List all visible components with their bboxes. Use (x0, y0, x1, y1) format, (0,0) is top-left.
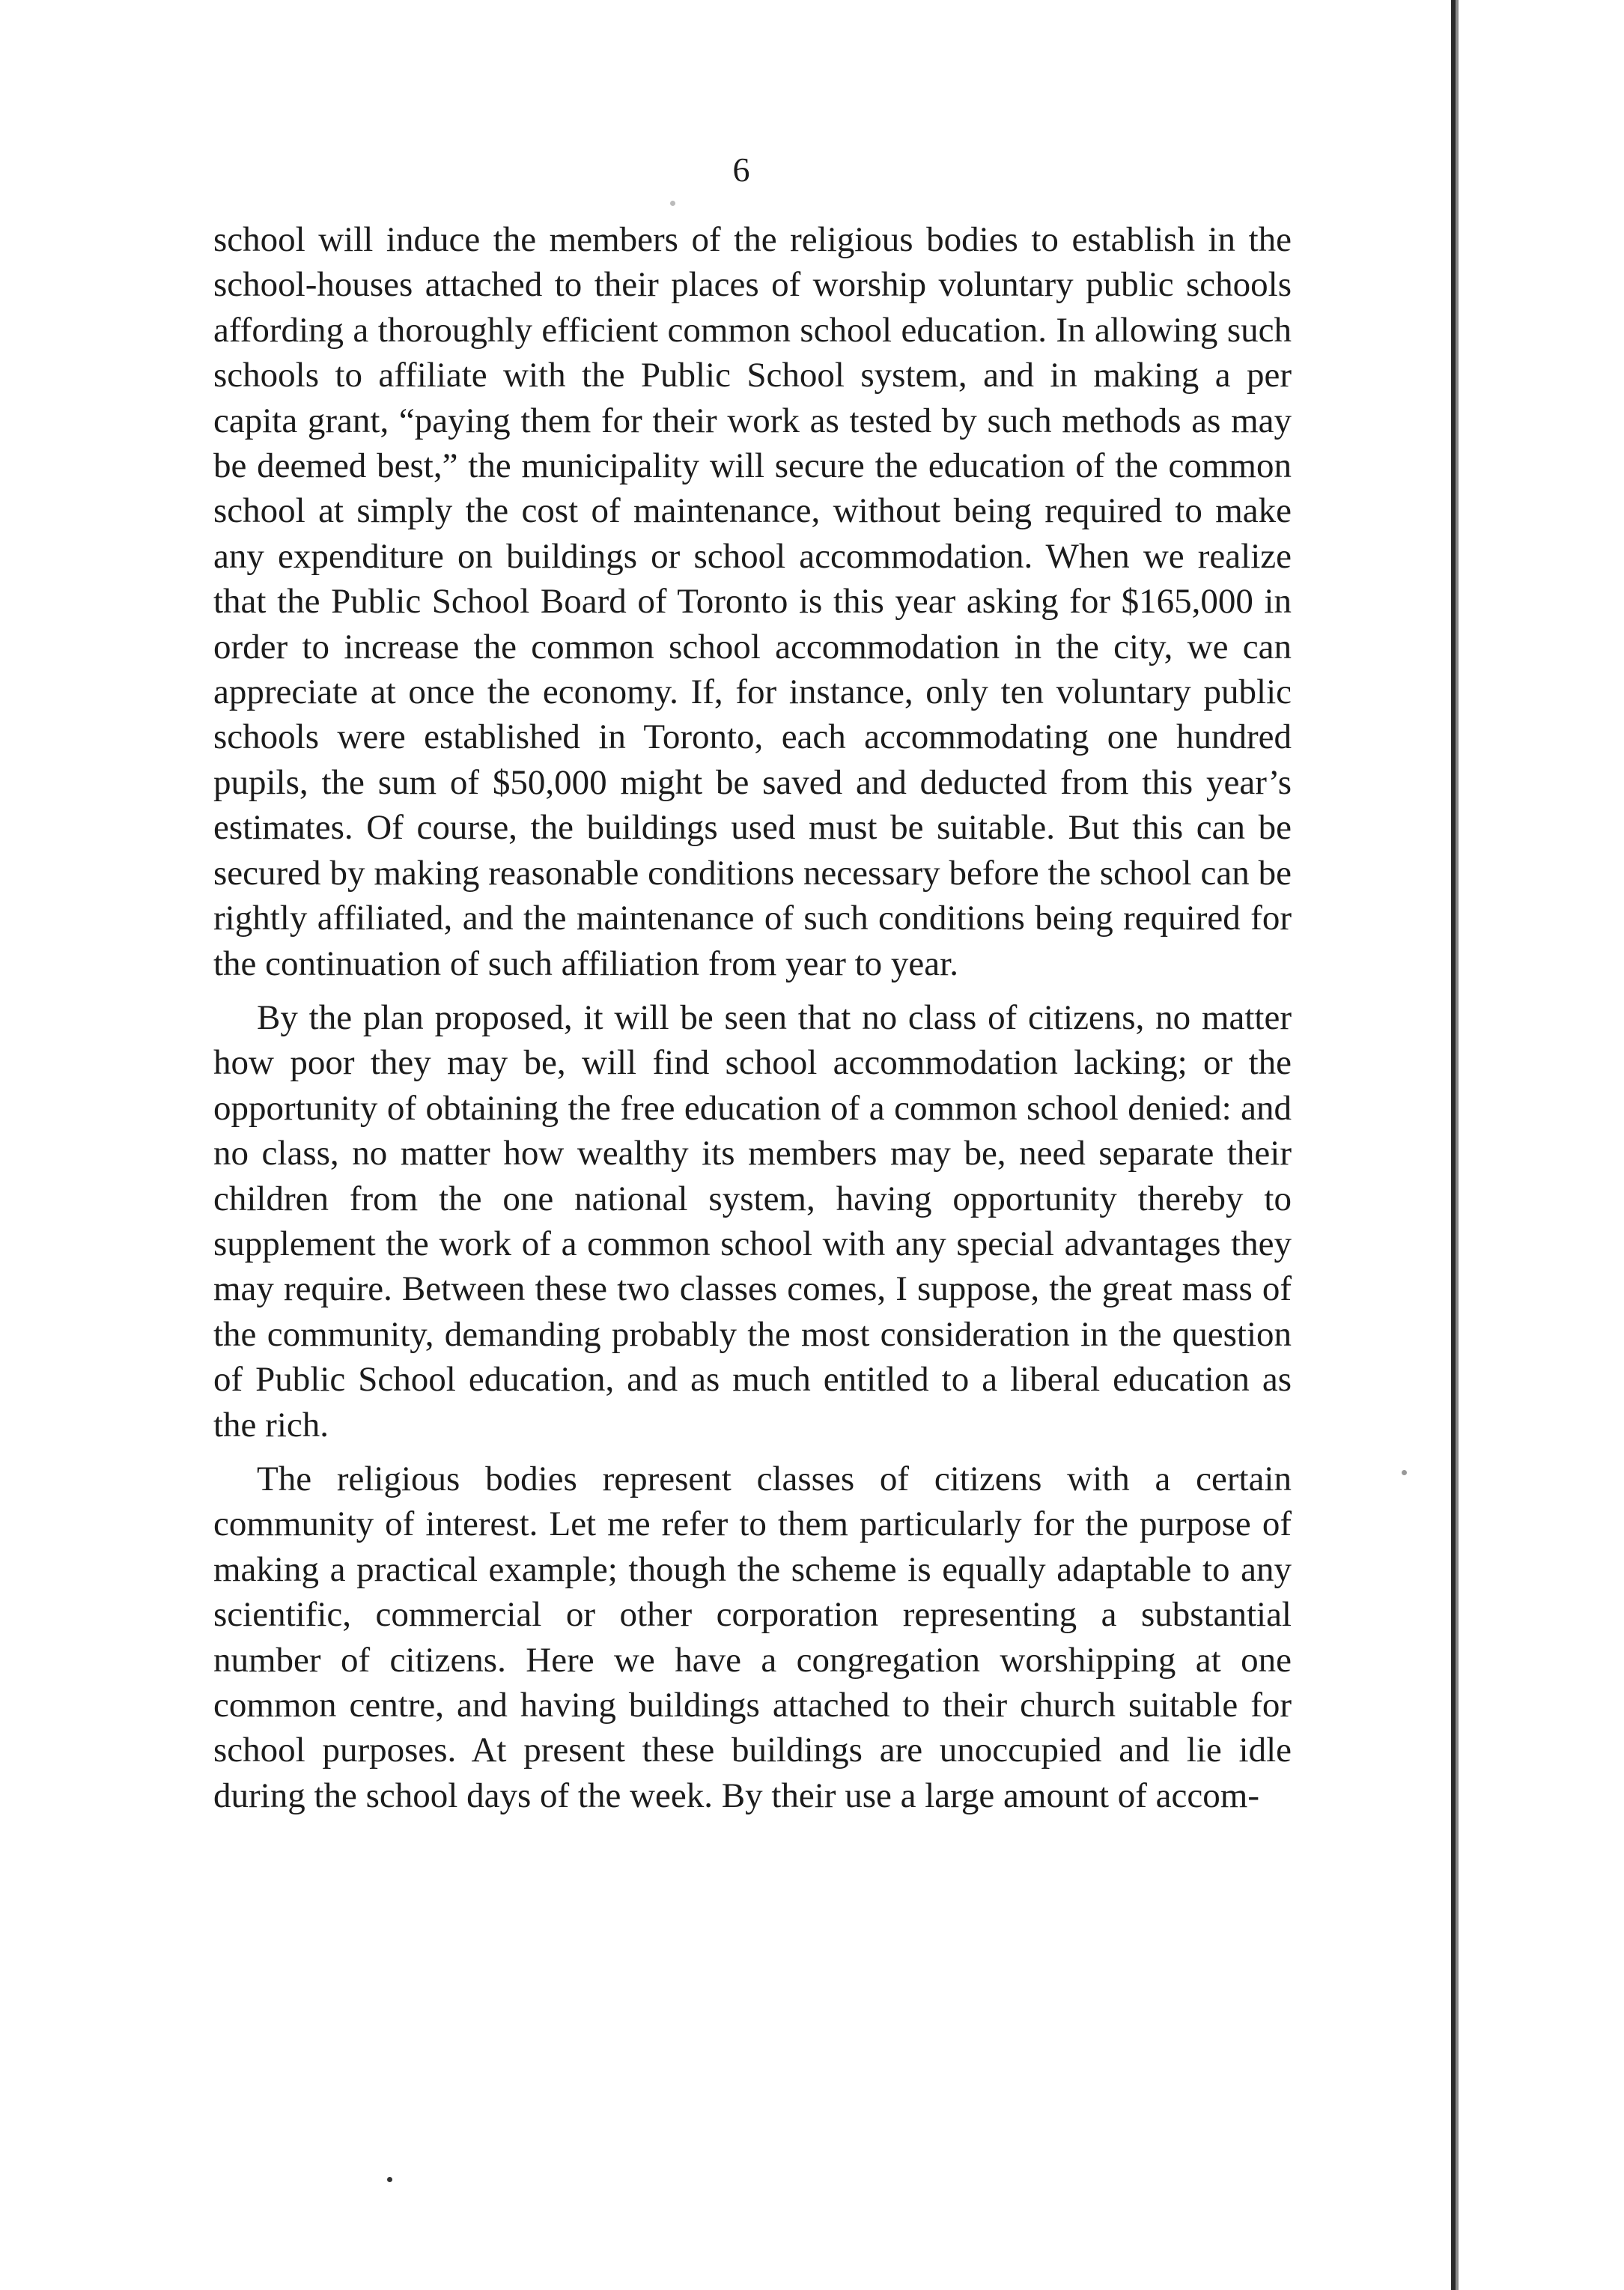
scan-speck (387, 2177, 392, 2182)
scan-speck (670, 201, 675, 206)
page-binding-shadow (1456, 0, 1459, 2290)
page-number: 6 (732, 151, 750, 189)
paragraph-1: school will induce the members of the religious bodies to establish in the school-houses attached to their places of worship voluntary public schools affording a thoroughly efficient common school education. In allowing such schools to affiliate with the Public School system, and in making a per capita grant, “paying them for their work as tested by such methods as may be deemed best,” the municipality will secure the education of the common school at simply the cost of maintenance, without being required to make any expenditure on buildings or school accommodation. When we realize that the Public School Board of Toronto is this year asking for $165,000 in order to increase the common school accommodation in the city, we can appreciate at once the economy. If, for instance, only ten voluntary public schools were established in Toronto, each accommodating one hundred pupils, the sum of $50,000 might be saved and deducted from this year’s estimates. Of course, the buildings used must be suitable. But this can be secured by making reasonable conditions necessary before the school can be rightly affiliated, and the maintenance of such conditions being required for the continuation of such affiliation from year to year. (213, 220, 1292, 983)
paragraph-2: By the plan proposed, it will be seen that no class of citizens, no matter how poor they may be, will find school accommodation lacking; or the opportunity of obtaining the free education of a common school denied: and no class, no matter how wealthy its members may be, need separate their children from the one national system, having opportunity thereby to supplement the work of a common school with any special advantages they may require. Between these two classes comes, I suppose, the great mass of the community, demanding probably the most consideration in the question of Public School education, and as much entitled to a liberal education as the rich. (213, 997, 1292, 1445)
scan-speck (1402, 1470, 1407, 1475)
paragraph-3: The religious bodies represent classes of citizens with a certain community of interest. Let me refer to them particularly for the purpose of making a practical example; though the scheme is equally adaptable to any scientific, commercial or other corporation representing a substantial number of citizens. Here we have a congregation worshipping at one common centre, and having buildings attached to their church suitable for school purposes. At present these buildings are unoccupied and lie idle during the school days of the week. By their use a large amount of accom- (213, 1459, 1292, 1815)
body-text (213, 217, 1292, 1818)
